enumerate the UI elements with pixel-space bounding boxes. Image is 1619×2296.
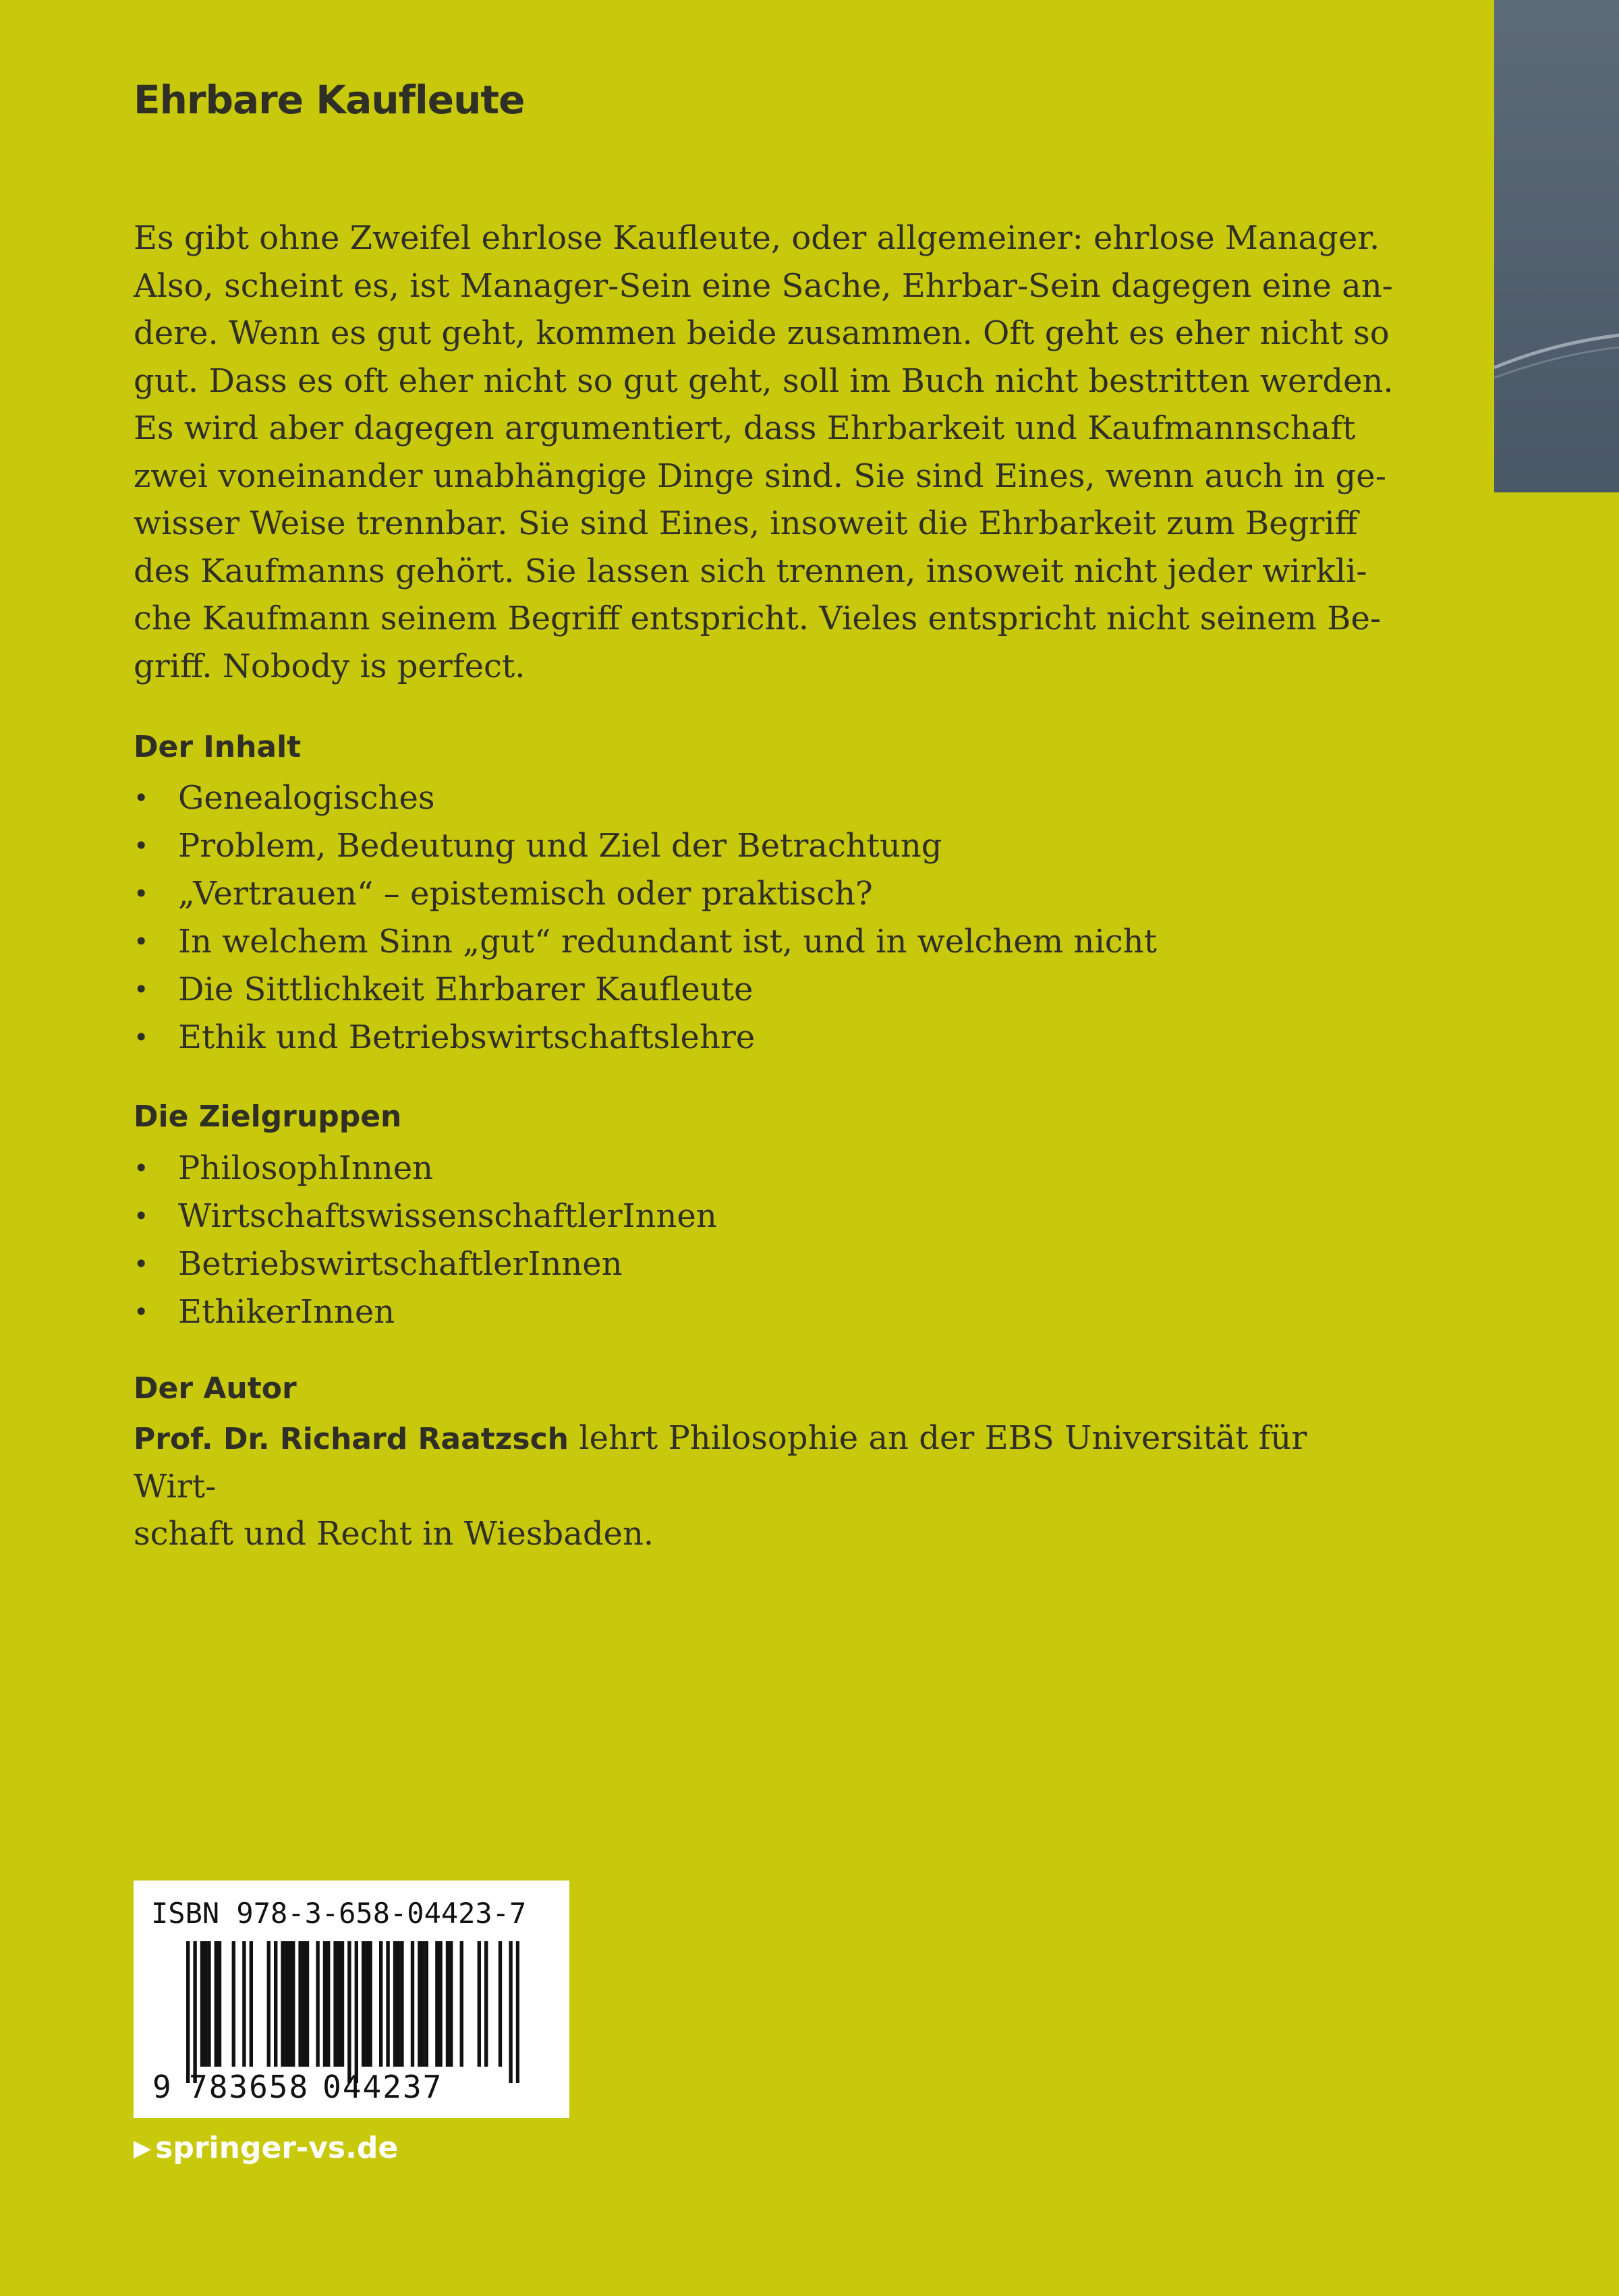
barcode-bar xyxy=(386,1941,389,2067)
blurb-line: wisser Weise trennbar. Sie sind Eines, insoweit die Ehrbarkeit zum Begriff xyxy=(134,505,1358,542)
list-item: • EthikerInnen xyxy=(134,1288,717,1336)
list-item: • PhilosophInnen xyxy=(134,1145,717,1193)
author-bio-line: lehrt Philosophie an der EBS Universität für Wirt- xyxy=(134,1419,1307,1505)
blurb-line: Es gibt ohne Zweifel ehrlose Kaufleute, oder allgemeiner: ehrlose Manager. xyxy=(134,219,1380,257)
barcode-bar xyxy=(449,1941,453,2067)
barcode-bar xyxy=(379,1941,382,2067)
barcode-bar xyxy=(460,1941,463,2067)
barcode-bar xyxy=(232,1941,235,2067)
barcode-bar xyxy=(186,1941,190,2083)
barcode-bar xyxy=(204,1941,207,2067)
blurb-line: zwei voneinander unabhängige Dinge sind. Sie sind Eines, wenn auch in ge- xyxy=(134,457,1386,495)
barcode-bar xyxy=(323,1941,326,2067)
barcode-bar xyxy=(478,1941,481,2067)
barcode-bar xyxy=(281,1941,284,2067)
list-item: • In welchem Sinn „gut“ redundant ist, und in welchem nicht xyxy=(134,918,1157,966)
barcode-bar xyxy=(207,1941,210,2067)
barcode-bar xyxy=(242,1941,246,2067)
barcode-bar xyxy=(411,1941,414,2067)
barcode-bar xyxy=(298,1941,302,2067)
blurb-line: dere. Wenn es gut geht, kommen beide zusammen. Oft geht es eher nicht so xyxy=(134,314,1390,352)
list-item: • „Vertrauen“ – epistemisch oder praktisch? xyxy=(134,870,1157,918)
isbn-label: ISBN 978-3-658-04423-7 xyxy=(151,1897,527,1930)
ean-digit-group: 783658 xyxy=(189,2069,310,2105)
barcode-bar xyxy=(288,1941,291,2067)
ean-digit-group: 044237 xyxy=(322,2069,443,2105)
contents-list xyxy=(134,774,1157,1062)
barcode-bar xyxy=(438,1941,442,2067)
barcode-bar xyxy=(200,1941,204,2067)
barcode-bar xyxy=(337,1941,341,2067)
barcode-bar xyxy=(516,1941,519,2083)
barcode-bar xyxy=(397,1941,400,2067)
blurb-paragraph xyxy=(134,214,1394,690)
barcode-bar xyxy=(435,1941,438,2067)
blurb-line: Also, scheint es, ist Manager-Sein eine Sache, Ehrbar-Sein dagegen eine an- xyxy=(134,266,1393,305)
barcode-bar xyxy=(484,1941,488,2067)
author-name: Prof. Dr. Richard Raatzsch xyxy=(134,1422,569,1456)
barcode-bar xyxy=(418,1941,421,2067)
barcode-bar xyxy=(250,1941,253,2067)
list-item: • Problem, Bedeutung und Ziel der Betrachtung xyxy=(134,822,1157,870)
book-title: Ehrbare Kaufleute xyxy=(134,77,525,123)
ean-first-digit: 9 xyxy=(152,2069,171,2105)
barcode-bar xyxy=(347,1941,351,2083)
list-item: • Ethik und Betriebswirtschaftslehre xyxy=(134,1014,1157,1062)
barcode-bar xyxy=(368,1941,372,2067)
blurb-line: des Kaufmanns gehört. Sie lassen sich trennen, insoweit nicht jeder wirkli- xyxy=(134,552,1367,590)
barcode-bar xyxy=(316,1941,319,2067)
list-item: • Genealogisches xyxy=(134,774,1157,822)
barcode-bar xyxy=(302,1941,306,2067)
barcode-bar xyxy=(355,1941,358,2083)
list-item: • BetriebswirtschaftlerInnen xyxy=(134,1240,717,1288)
barcode-bar xyxy=(291,1941,295,2067)
barcode-bar xyxy=(285,1941,288,2067)
barcode-bar xyxy=(425,1941,428,2067)
blurb-line: Es wird aber dagegen argumentiert, dass Ehrbarkeit und Kaufmannschaft xyxy=(134,409,1356,447)
barcode-bar xyxy=(393,1941,397,2067)
barcode-bar xyxy=(365,1941,368,2067)
barcode-bar xyxy=(306,1941,309,2067)
list-item: • Die Sittlichkeit Ehrbarer Kaufleute xyxy=(134,966,1157,1014)
author-bio-line: schaft und Recht in Wiesbaden. xyxy=(134,1515,654,1553)
barcode-bar xyxy=(421,1941,424,2067)
list-item: • WirtschaftswissenschaftlerInnen xyxy=(134,1193,717,1240)
author-heading: Der Autor xyxy=(134,1371,297,1406)
barcode-bar xyxy=(218,1941,221,2067)
barcode-bar xyxy=(333,1941,337,2067)
barcode-bar xyxy=(446,1941,449,2067)
barcode-bar xyxy=(193,1941,196,2083)
contents-heading: Der Inhalt xyxy=(134,730,302,764)
ean-digits xyxy=(152,2068,443,2106)
barcode-bar xyxy=(267,1941,271,2067)
barcode-bars xyxy=(186,1941,519,2083)
barcode-bar xyxy=(274,1941,277,2067)
barcode-bar xyxy=(215,1941,218,2067)
barcode-bar xyxy=(499,1941,502,2067)
audience-heading: Die Zielgruppen xyxy=(134,1099,402,1134)
barcode-bar xyxy=(509,1941,512,2083)
isbn-barcode-box xyxy=(134,1881,569,2118)
author-bio xyxy=(134,1414,1338,1557)
arrow-right-icon: ▶ xyxy=(134,2135,152,2162)
barcode-bar xyxy=(362,1941,365,2067)
barcode-bar xyxy=(341,1941,344,2067)
corner-swoosh-graphic xyxy=(1494,0,1619,492)
blurb-line: griff. Nobody is perfect. xyxy=(134,647,526,685)
publisher-url: springer-vs.de xyxy=(155,2131,399,2165)
audience-list xyxy=(134,1145,717,1336)
blurb-line: che Kaufmann seinem Begriff entspricht. Vieles entspricht nicht seinem Be- xyxy=(134,600,1382,637)
barcode-bar xyxy=(326,1941,330,2067)
cover-corner-panel xyxy=(1494,0,1619,492)
barcode-bar xyxy=(400,1941,403,2067)
publisher-link[interactable] xyxy=(134,2128,398,2169)
blurb-line: gut. Dass es oft eher nicht so gut geht, soll im Buch nicht bestritten werden. xyxy=(134,362,1394,400)
